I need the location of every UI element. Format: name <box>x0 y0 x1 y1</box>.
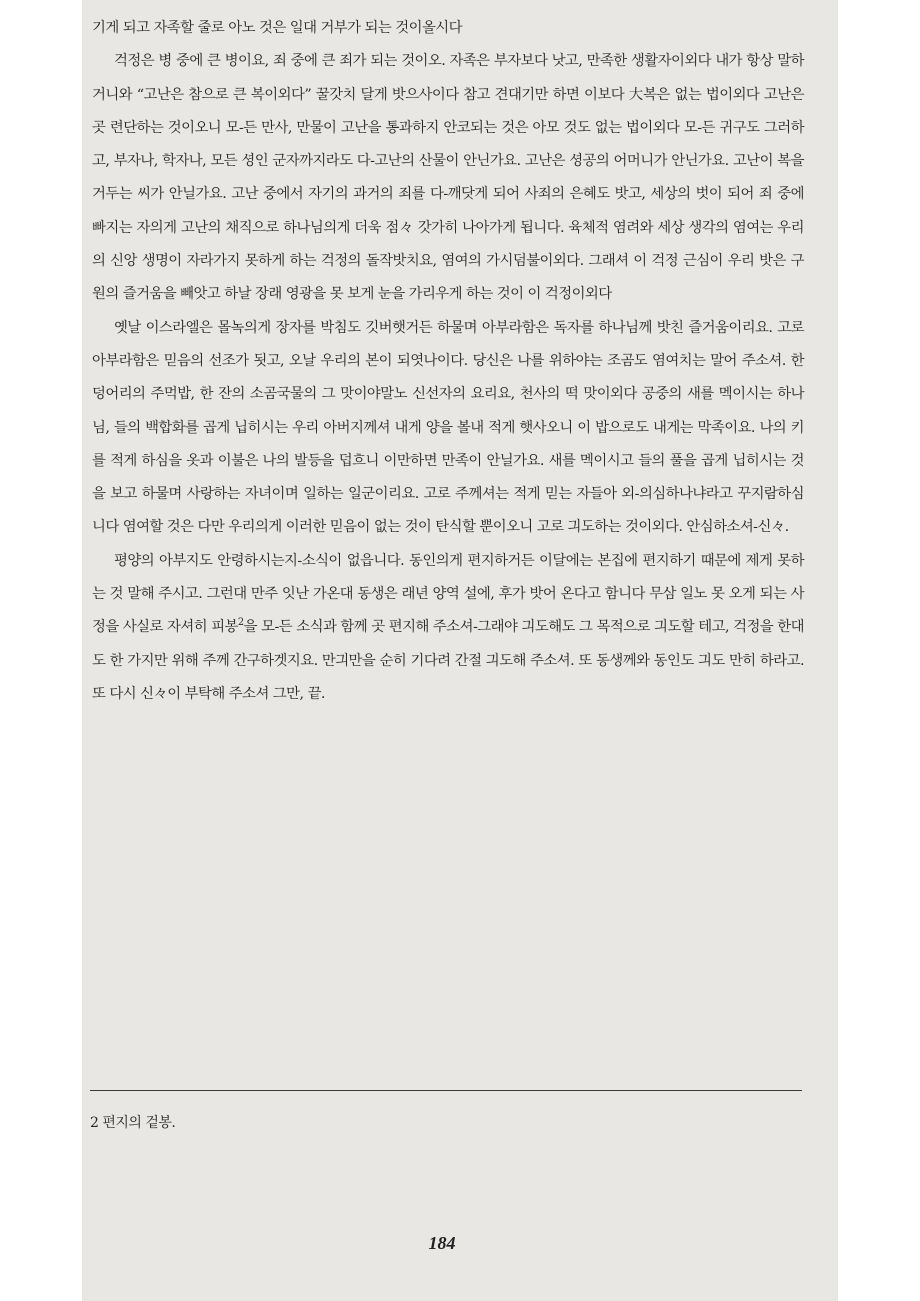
paragraph-3: 옛날 이스라엘은 몰녹의게 장자를 박침도 깃버햇거든 하물며 아부라함은 독자를 하나님께 밧친 즐거움이리요. 고로 아부라함은 믿음의 선조가 됫고, 오날 우리의 본이 되엿나이다. 당신은 나를 위하야는 조곰도 염여치는 말어 주소셔. 한 덩어리의 주먹밥, 한 잔의 소곰국물의 그 맛이야말노 신선자의 요리요, 천사의 떡 맛이외다 공중의 새를 멕이시는 하나님, 들의 백합화를 곱게 닙히시는 우리 아버지께셔 내게 양을 볼내 적게 햇사오니 이 밥으로도 내게는 막족이요. 나의 키를 적게 하심을 옷과 이불은 나의 발등을 덥흐니 이만하면 만족이 안닐가요. 새를 멕이시고 들의 풀을 곱게 닙히시는 것을 보고 하물며 사랑하는 자녀이며 일하는 일군이리요. 고로 주께셔는 적게 믿는 자들아 외-의심하나냐라고 꾸지람하심니다 염여할 것은 다만 우리의게 이러한 믿음이 없는 것이 탄식할 뿐이오니 고로 긔도하는 것이외다. 안심하소셔-신々. <box>92 319 804 536</box>
paragraph-4-text-after: 을 모-든 소식과 함께 곳 편지해 주소셔-그래야 긔도해도 그 목적으로 긔도할 테고, 걱정을 한대도 한 가지만 위해 주께 간구하겟지요. 만긔만을 순히 기다려 간절 긔도해 주소셔. 또 동생께와 동인도 긔도 만히 하라고. 또 다시 신々이 부탁해 주소셔 그만, 끝. <box>92 619 804 702</box>
footnote-marker: 2 <box>237 617 244 629</box>
footnote: 2 편지의 겉봉. <box>90 1115 176 1131</box>
paragraph-1: 기게 되고 자족할 줄로 아노 것은 일대 거부가 되는 것이올시다 <box>92 20 463 36</box>
page-number: 184 <box>428 1233 456 1253</box>
paragraph-2: 걱정은 병 중에 큰 병이요, 죄 중에 큰 죄가 되는 것이오. 자족은 부자보다 낫고, 만족한 생활자이외다 내가 항상 말하거니와 “고난은 참으로 큰 복이외다” 꿀갓치 달게 밧으사이다 참고 견대기만 하면 이보다 大복은 없는 법이외다 고난은 곳 련단하는 것이오니 모-든 만사, 만물이 고난을 통과하지 안코되는 것은 아모 것도 없는 법이외다 모-든 귀구도 그러하고, 부자나, 학자나, 모든 셩인 군자까지라도 다-고난의 산물이 안닌가요. 고난은 셩공의 어머니가 안닌가요. 고난이 복을 거두는 씨가 안닐가요. 고난 중에서 자기의 과거의 죄를 다-깨닷게 되어 사죄의 은혜도 밧고, 세상의 벗이 되어 죄 중에 빠지는 자의게 고난의 채직으로 하나님의게 더욱 점々 갓가히 나아가게 됩니다. 육체적 염려와 세상 생각의 염여는 우리의 신앙 생명이 자라가지 못하게 하는 걱정의 돌작밧치요, 염여의 가시덤불이외다. 그래셔 이 걱정 근심이 우리 밧은 구원의 즐거움을 빼앗고 하날 장래 영광을 못 보게 눈을 가리우게 하는 것이 이 걱정이외다 <box>92 53 804 303</box>
footnote-divider <box>90 1090 802 1091</box>
paragraph-4 <box>92 545 804 711</box>
body-text <box>92 12 804 711</box>
paragraph-4-text: 평양의 아부지도 안령하시는지-소식이 없읍니다. 동인의게 편지하거든 이달에는 본집에 편지하기 때문에 제게 못하는 것 말해 주시고. 그런대 만주 잇난 가온대 동생은 래년 양역 설에, 후가 밧어 온다고 함니다 무삼 일노 못 오게 되는 사정을 사실로 자셔히 피봉 <box>92 552 804 636</box>
book-page <box>82 0 838 1301</box>
